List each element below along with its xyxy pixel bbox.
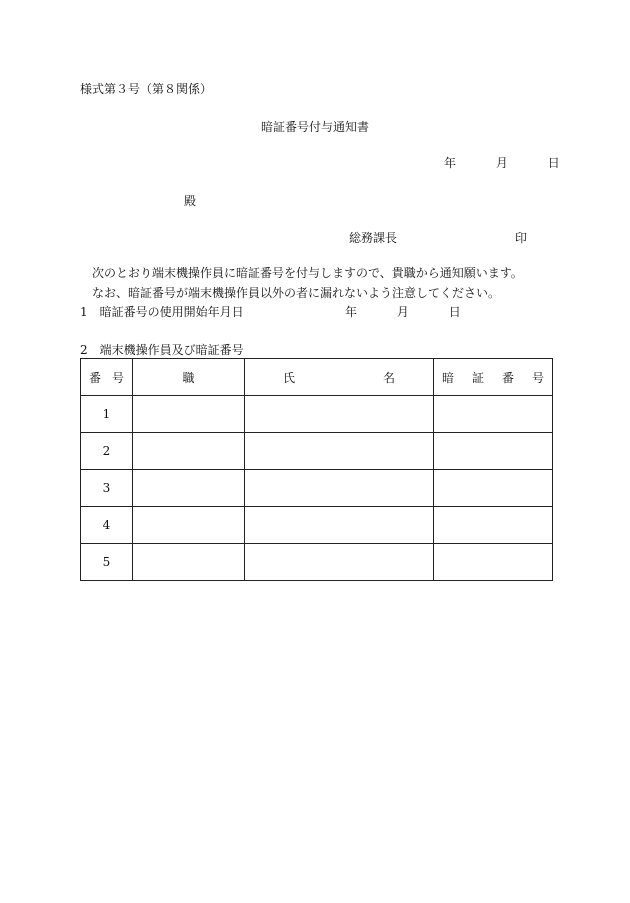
code-cell[interactable] [434,396,553,433]
code-cell[interactable] [434,507,553,544]
row-number: 2 [81,433,133,470]
header-code-char: 号 [531,370,544,385]
code-cell[interactable] [434,544,553,581]
table-row [81,396,553,433]
document-title: 暗証番号付与通知書 [260,120,369,134]
start-date-fields [345,305,461,319]
header-position: 職 [133,359,245,396]
code-cell[interactable] [434,470,553,507]
row-number: 3 [81,470,133,507]
table-header-row [81,359,553,396]
header-code-char: 暗 [442,370,455,385]
name-cell[interactable] [245,433,434,470]
row-number: 4 [81,507,133,544]
header-name-char: 氏 [283,370,296,385]
header-number-char: 号 [111,370,124,385]
header-number-char: 番 [89,370,102,385]
seal-mark: 印 [515,231,528,245]
form-number: 様式第３号（第８関係） [80,82,213,96]
body-text-line-2: なお、暗証番号が端末機操作員以外の者に漏れないよう注意してください。 [92,286,501,300]
position-cell[interactable] [133,433,245,470]
date-month: 月 [495,156,508,170]
addressee-honorific: 殿 [184,194,197,208]
name-cell[interactable] [245,396,434,433]
body-text-line-1: 次のとおり端末機操作員に暗証番号を付与しますので、貴職から通知願います。 [92,266,523,280]
date-day: 日 [547,156,560,170]
table-row [81,507,553,544]
row-number: 1 [81,396,133,433]
header-name-char: 名 [382,370,395,385]
name-cell[interactable] [245,470,434,507]
header-code [434,359,553,396]
position-cell[interactable] [133,507,245,544]
start-date-day: 日 [448,305,461,319]
position-cell[interactable] [133,470,245,507]
date-year: 年 [444,156,457,170]
start-date-label: 1 暗証番号の使用開始年月日 [80,305,244,319]
sender-title: 総務課長 [349,231,398,245]
position-cell[interactable] [133,396,245,433]
position-cell[interactable] [133,544,245,581]
header-code-char: 証 [471,370,484,385]
operator-code-table [80,358,553,581]
table-row [81,544,553,581]
name-cell[interactable] [245,544,434,581]
row-number: 5 [81,544,133,581]
issue-date [444,156,560,170]
table-row [81,470,553,507]
table-row [81,433,553,470]
start-date-year: 年 [345,305,358,319]
header-code-char: 番 [501,370,514,385]
header-number [81,359,133,396]
operators-section-label: 2 端末機操作員及び暗証番号 [80,343,244,357]
header-name [245,359,434,396]
name-cell[interactable] [245,507,434,544]
code-cell[interactable] [434,433,553,470]
start-date-month: 月 [396,305,409,319]
